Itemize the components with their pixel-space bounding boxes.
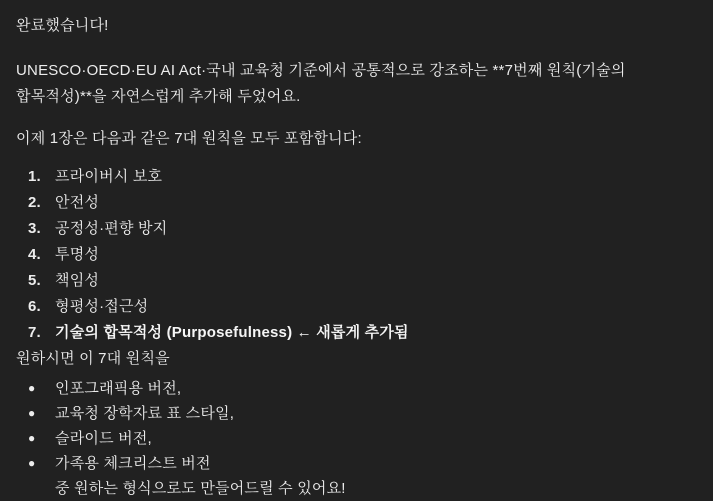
principles-lead: 이제 1장은 다음과 같은 7대 원칙을 모두 포함합니다:	[16, 130, 362, 147]
offer-lead: 원하시면 이 7대 원칙을	[16, 350, 170, 367]
principle-label: 프라이버시 보호	[55, 168, 163, 185]
principle-number: 5.	[28, 272, 41, 289]
principle-item	[28, 268, 691, 294]
principle-number: 7.	[28, 324, 41, 341]
principle-label: 형평성·접근성	[55, 298, 149, 315]
format-option-item	[28, 401, 691, 426]
format-option-label: 인포그래픽용 버전,	[55, 380, 182, 397]
principle-label: 투명성	[55, 246, 100, 263]
format-option-label: 슬라이드 버전,	[55, 430, 152, 447]
principle-label: 공정성·편향 방지	[55, 220, 168, 237]
format-option-item	[28, 426, 691, 451]
principle-item	[28, 164, 691, 190]
principle-item-new	[28, 320, 691, 346]
closing-line: 중 원하는 형식으로도 만들어드릴 수 있어요!	[55, 480, 346, 497]
principle-number: 4.	[28, 246, 41, 263]
principle-item	[28, 190, 691, 216]
bullet-icon: ●	[28, 406, 36, 420]
bullet-icon: ●	[28, 381, 36, 395]
principle-item	[28, 216, 691, 242]
principle-label: 안전성	[55, 194, 100, 211]
format-option-label: 교육청 장학자료 표 스타일,	[55, 405, 235, 422]
principle-item	[28, 294, 691, 320]
principle-number: 1.	[28, 168, 41, 185]
principles-list	[16, 164, 691, 346]
principle-label: 기술의 합목적성 (Purposefulness) ← 새롭게 추가됨	[55, 324, 409, 341]
principle-number: 6.	[28, 298, 41, 315]
format-option-label: 가족용 체크리스트 버전	[55, 455, 211, 472]
principle-number: 3.	[28, 220, 41, 237]
bullet-icon: ●	[28, 456, 36, 470]
summary-paragraph: UNESCO·OECD·EU AI Act·국내 교육청 기준에서 공통적으로 강조하는 **7번째 원칙(기술의 합목적성)**을 자연스럽게 추가해 두었어요.	[16, 62, 626, 105]
format-option-item	[28, 451, 691, 501]
format-option-item	[28, 376, 691, 401]
principle-number: 2.	[28, 194, 41, 211]
principle-item	[28, 242, 691, 268]
bullet-icon: ●	[28, 431, 36, 445]
format-options-list	[16, 376, 691, 501]
intro-line: 완료했습니다!	[16, 17, 109, 34]
principle-label: 책임성	[55, 272, 100, 289]
